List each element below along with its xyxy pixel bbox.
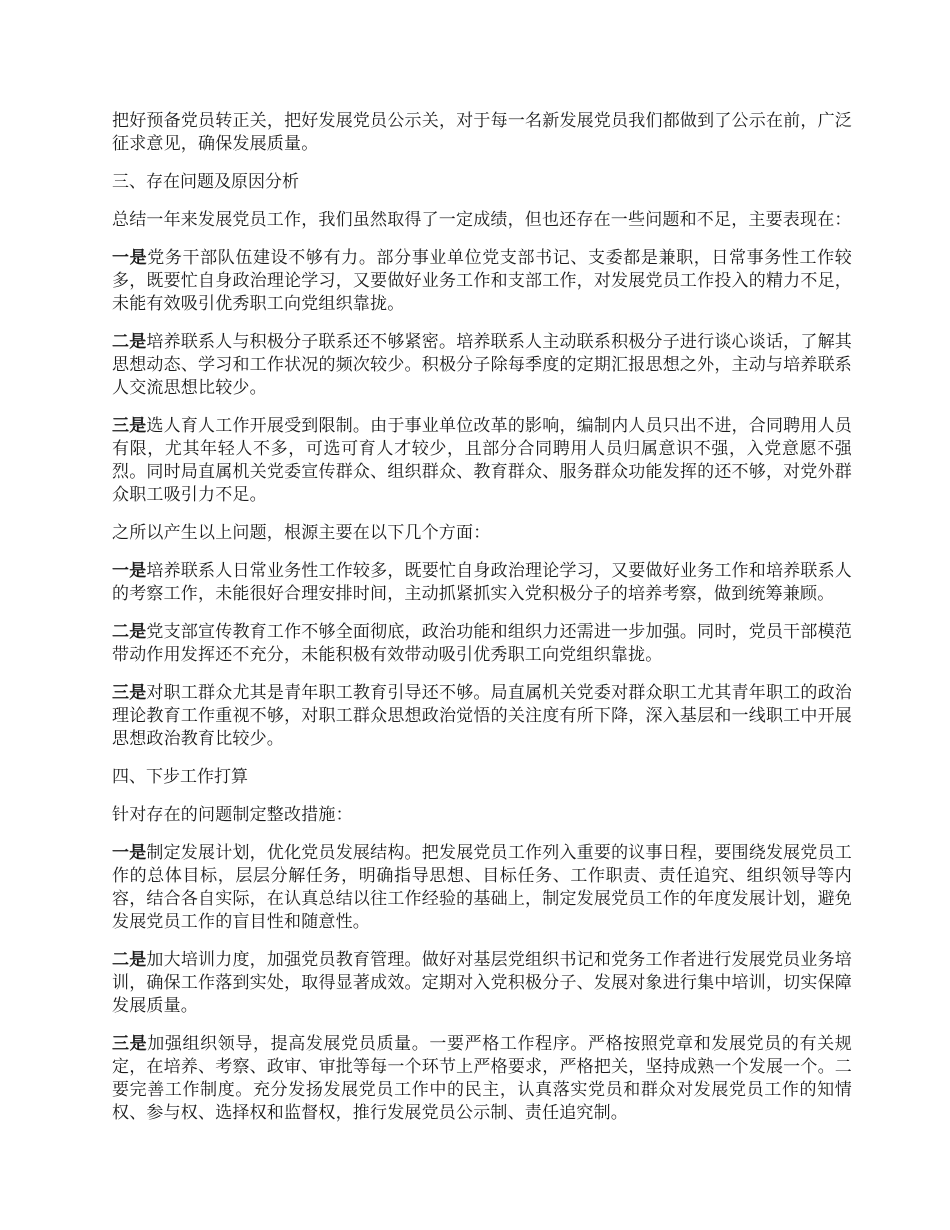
paragraph-lead: 二是 — [112, 622, 147, 642]
paragraph-cause-3: 三是对职工群众尤其是青年职工教育引导还不够。局直属机关党委对群众职工尤其青年职工的政治理论教育工作重视不够，对职工群众思想政治觉悟的关注度有所下降，深入基层和一线职工中开展思想政治教育比较少。 — [112, 683, 852, 749]
paragraph-measure-2: 二是加大培训力度，加强党员教育管理。做好对基层党组织书记和党务工作者进行发展党员业务培训，确保工作落到实处，取得显著成效。定期对入党积极分子、发展对象进行集中培训，切实保障发展质量。 — [112, 950, 852, 1016]
paragraph-lead: 三是 — [112, 683, 147, 703]
paragraph-problem-2: 二是培养联系人与积极分子联系还不够紧密。培养联系人主动联系积极分子进行谈心谈话，了解其思想动态、学习和工作状况的频次较少。积极分子除每季度的定期汇报思想之外，主动与培养联系人交流思想比较少。 — [112, 332, 852, 398]
paragraph-measure-1: 一是制定发展计划，优化党员发展结构。把发展党员工作列入重要的议事日程，要围绕发展党员工作的总体目标，层层分解任务，明确指导思想、目标任务、工作职责、责任追究、组织领导等内容，结合各自实际，在认真总结以往工作经验的基础上，制定发展党员工作的年度发展计划，避免发展党员工作的盲目性和随意性。 — [112, 843, 852, 932]
section-heading-problems: 三、存在问题及原因分析 — [112, 172, 299, 192]
paragraph-lead: 一是 — [112, 561, 147, 581]
paragraph-lead: 二是 — [112, 332, 147, 352]
paragraph-problem-3: 三是选人育人工作开展受到限制。由于事业单位改革的影响，编制内人员只出不进，合同聘用人员有限，尤其年轻人不多，可选可育人才较少，且部分合同聘用人员归属意识不强，入党意愿不强烈。同时局直属机关党委宣传群众、组织群众、教育群众、服务群众功能发挥的还不够，对党外群众职工吸引力不足。 — [112, 416, 852, 505]
paragraph-lead: 三是 — [112, 416, 147, 436]
paragraph-problem-1: 一是党务干部队伍建设不够有力。部分事业单位党支部书记、支委都是兼职，日常事务性工作较多，既要忙自身政治理论学习，又要做好业务工作和支部工作，对发展党员工作投入的精力不足，未能有效吸引优秀职工向党组织靠拢。 — [112, 248, 852, 314]
document-body — [112, 110, 852, 1140]
paragraph-lead: 三是 — [112, 1034, 148, 1054]
section-heading-next-steps: 四、下步工作打算 — [112, 767, 248, 787]
paragraph-lead: 一是 — [112, 248, 148, 268]
paragraph-cause-1: 一是培养联系人日常业务性工作较多，既要忙自身政治理论学习，又要做好业务工作和培养联系人的考察工作，未能很好合理安排时间，主动抓紧抓实入党积极分子的培养考察，做到统筹兼顾。 — [112, 561, 852, 604]
paragraph-intro: 把好预备党员转正关，把好发展党员公示关，对于每一名新发展党员我们都做到了公示在前，广泛征求意见，确保发展质量。 — [112, 111, 852, 154]
paragraph-lead: 一是 — [112, 843, 147, 863]
paragraph-lead: 二是 — [112, 950, 147, 970]
paragraph-cause-2: 二是党支部宣传教育工作不够全面彻底，政治功能和组织力还需进一步加强。同时，党员干部模范带动作用发挥还不充分，未能积极有效带动吸引优秀职工向党组织靠拢。 — [112, 622, 852, 665]
paragraph-causes-intro: 之所以产生以上问题，根源主要在以下几个方面： — [112, 523, 491, 543]
paragraph-measures-intro: 针对存在的问题制定整改措施： — [112, 805, 353, 825]
paragraph-summary: 总结一年来发展党员工作，我们虽然取得了一定成绩，但也还存在一些问题和不足，主要表现在： — [112, 210, 852, 230]
paragraph-measure-3: 三是加强组织领导，提高发展党员质量。一要严格工作程序。严格按照党章和发展党员的有关规定，在培养、考察、政审、审批等每一个环节上严格要求，严格把关，坚持成熟一个发展一个。二要完善工作制度。充分发扬发展党员工作中的民主，认真落实党员和群众对发展党员工作的知情权、参与权、选择权和监督权，推行发展党员公示制、责任追究制。 — [112, 1034, 852, 1123]
